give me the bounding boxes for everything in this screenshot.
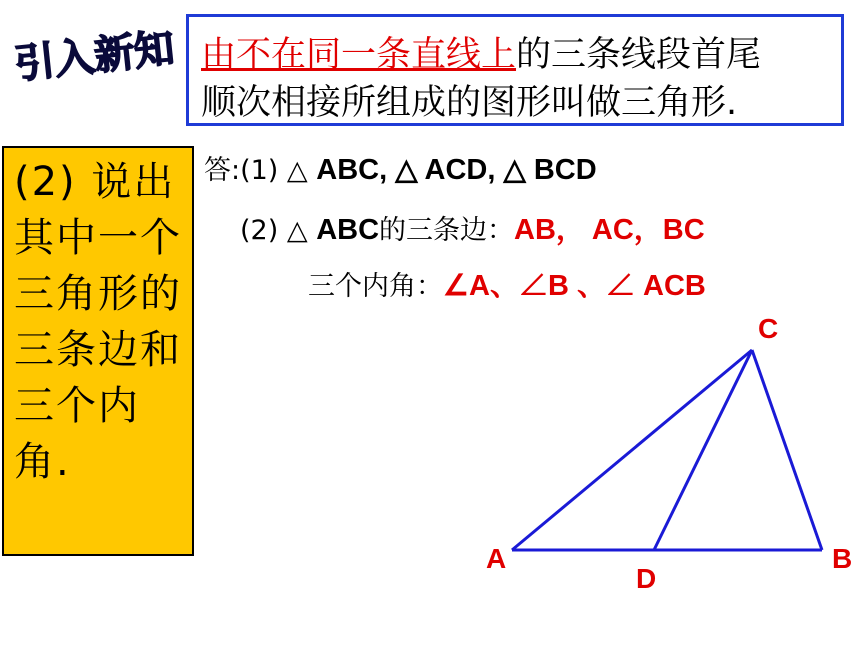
answer-line2-prefix: (2) △: [240, 215, 308, 246]
answer-line2-triangle: ABC: [316, 214, 380, 246]
answer-line1-triangles: ABC, △ ACD, △ BCD: [316, 154, 597, 186]
answer-line-1: [204, 152, 597, 189]
logo-text: 引入新知: [12, 25, 177, 88]
vertex-label-b: B: [832, 543, 853, 574]
definition-highlight: 由不在同一条直线上: [201, 35, 517, 75]
triangle-figure: [470, 310, 860, 610]
vertex-label-c: C: [758, 313, 779, 344]
question-text: (2) 说出其中一个三角形的三条边和三个内角.: [14, 159, 182, 485]
vertex-label-a: A: [486, 543, 507, 574]
definition-box: [186, 14, 844, 126]
question-box: [2, 146, 194, 556]
definition-line2: 顺次相接所组成的图形叫做三角形.: [201, 83, 738, 123]
segment-ac: [512, 350, 752, 550]
answer-line-3: [308, 268, 706, 305]
answer-line3-prefix: 三个内角：: [308, 271, 443, 302]
answer-line-2: [240, 212, 705, 249]
segment-cd: [654, 350, 752, 550]
answer-line2-suffix: 的三条边：: [379, 215, 515, 246]
triangle-diagram: [470, 310, 860, 610]
definition-rest-line1: 的三条线段首尾: [516, 35, 762, 75]
segment-cb: [752, 350, 822, 550]
vertex-label-d: D: [636, 563, 657, 594]
answer-line2-sides: AB， AC，BC: [514, 214, 705, 246]
answer-line1-prefix: 答:(1) △: [204, 155, 308, 186]
answer-line3-angles: ∠A、∠B 、∠ ACB: [443, 270, 706, 302]
logo-heading: [6, 8, 178, 94]
logo-graphic: [6, 8, 178, 94]
